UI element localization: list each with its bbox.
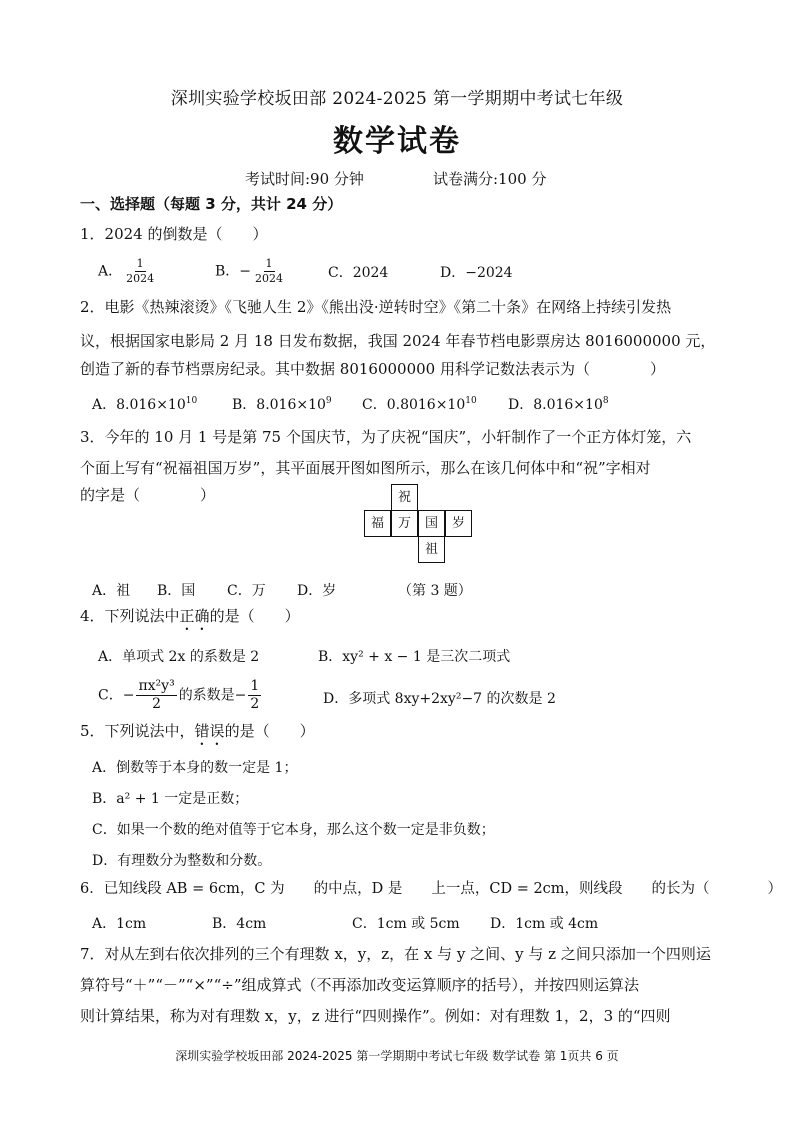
question-2-line3: 创造了新的春节档票房纪录。其中数据 8016000000 用科学记数法表示为（ ） — [80, 360, 665, 378]
q1-option-a: A． $\frac{1}{2024}$ — [98, 257, 155, 285]
question-7-line2: 算符号“＋”“－”“×”“÷”组成算式（不再添加改变运算顺序的括号），并按四则运算法 — [80, 976, 639, 994]
question-2-line1: 2．电影《热辣滚烫》《飞驰人生 2》《熊出没·逆转时空》《第二十条》在网络上持续引发热 — [80, 298, 672, 316]
q3-figure-caption: （第 3 题） — [398, 583, 472, 599]
q6-option-a: A．1cm — [92, 916, 147, 932]
question-7-line3: 则计算结果，称为对有理数 x，y，z 进行“四则操作”。例如：对有理数 1，2，3 的“四则 — [80, 1007, 671, 1025]
section-heading: 一、选择题（每题 3 分，共计 24 分） — [80, 195, 343, 213]
question-5-stem: 5．下列说法中，错误的是（ ） — [80, 722, 315, 740]
question-7-line1: 7．对从左到右依次排列的三个有理数 x，y，z，在 x 与 y 之间、y 与 z 之间只添加一个四则运 — [80, 945, 711, 963]
q1-option-c: C．2024 — [328, 265, 389, 281]
exam-header: 深圳实验学校坂田部 2024-2025 第一学期期中考试七年级 — [170, 89, 624, 109]
question-3-line2: 个面上写有“祝福祖国万岁”，其平面展开图如图所示，那么在该几何体中和“祝”字相对 — [80, 459, 651, 477]
q6-option-c: C．1cm 或 5cm — [352, 916, 460, 932]
question-1-stem: 1．2024 的倒数是（ ） — [80, 225, 268, 243]
q3-option-d: D．岁 — [297, 583, 337, 599]
net-cell-4: 岁 — [445, 510, 472, 537]
question-3-line1: 3．今年的 10 月 1 号是第 75 个国庆节，为了庆祝“国庆”，小轩制作了一个正方体灯笼，六 — [80, 428, 692, 446]
question-2-line2: 议，根据国家电影局 2 月 18 日发布数据，我国 2024 年春节档电影票房达 8016000000 元， — [80, 332, 716, 350]
net-cell-bottom: 祖 — [418, 536, 445, 563]
page-footer: 深圳实验学校坂田部 2024-2025 第一学期期中考试七年级 数学试卷 第 1页共 6 页 — [175, 1049, 619, 1063]
net-cell-top: 祝 — [391, 484, 418, 511]
q6-option-d: D．1cm 或 4cm — [490, 916, 599, 932]
q3-option-c: C．万 — [227, 583, 266, 599]
q2-option-b: B．$8.016\times 10^9$ — [232, 396, 332, 413]
net-cell-2: 万 — [391, 510, 418, 537]
q4-option-c: C．− $\frac{\text{πx²y³}}{2}$ 的系数是− $\frac{1}{2}$ — [98, 678, 260, 712]
q1-option-d: D．−2024 — [440, 265, 513, 281]
exam-title: 数学试卷 — [333, 124, 461, 159]
q2-option-a: A．$8.016\times 10^{10}$ — [92, 396, 198, 413]
exam-time: 考试时间:90 分钟 — [245, 170, 364, 188]
question-3-line3: 的字是（ ） — [80, 486, 216, 504]
q1-option-b: B．− $\frac{1}{2024}$ — [215, 257, 284, 285]
q6-option-b: B．4cm — [212, 916, 267, 932]
q2-option-d: D．$8.016\times 10^8$ — [508, 396, 609, 413]
net-cell-1: 福 — [364, 510, 391, 537]
q5-option-c: C．如果一个数的绝对值等于它本身，那么这个数一定是非负数； — [92, 822, 495, 838]
q3-option-b: B．国 — [157, 583, 196, 599]
q2-option-c: C．$0.8016\times 10^{10}$ — [362, 396, 477, 413]
q4-option-d: D．多项式 8xy+2xy²−7 的次数是 2 — [323, 691, 556, 707]
question-6-stem: 6．已知线段 AB = 6cm，C 为 的中点，D 是 上一点，CD = 2cm，则线段 的长为（ ） — [80, 881, 783, 897]
q3-option-a: A．祖 — [92, 583, 131, 599]
question-4-stem: 4．下列说法中正确的是（ ） — [80, 607, 300, 625]
net-cell-3: 国 — [418, 510, 445, 537]
q5-option-d: D．有理数分为整数和分数。 — [92, 853, 272, 869]
q4-option-b: B．xy² + x − 1 是三次二项式 — [318, 649, 511, 665]
q5-option-a: A．倒数等于本身的数一定是 1； — [92, 760, 298, 776]
q5-option-b: B．a² + 1 一定是正数； — [92, 791, 249, 807]
q4-option-a: A．单项式 2x 的系数是 2 — [98, 649, 260, 665]
exam-score: 试卷满分:100 分 — [433, 170, 547, 188]
